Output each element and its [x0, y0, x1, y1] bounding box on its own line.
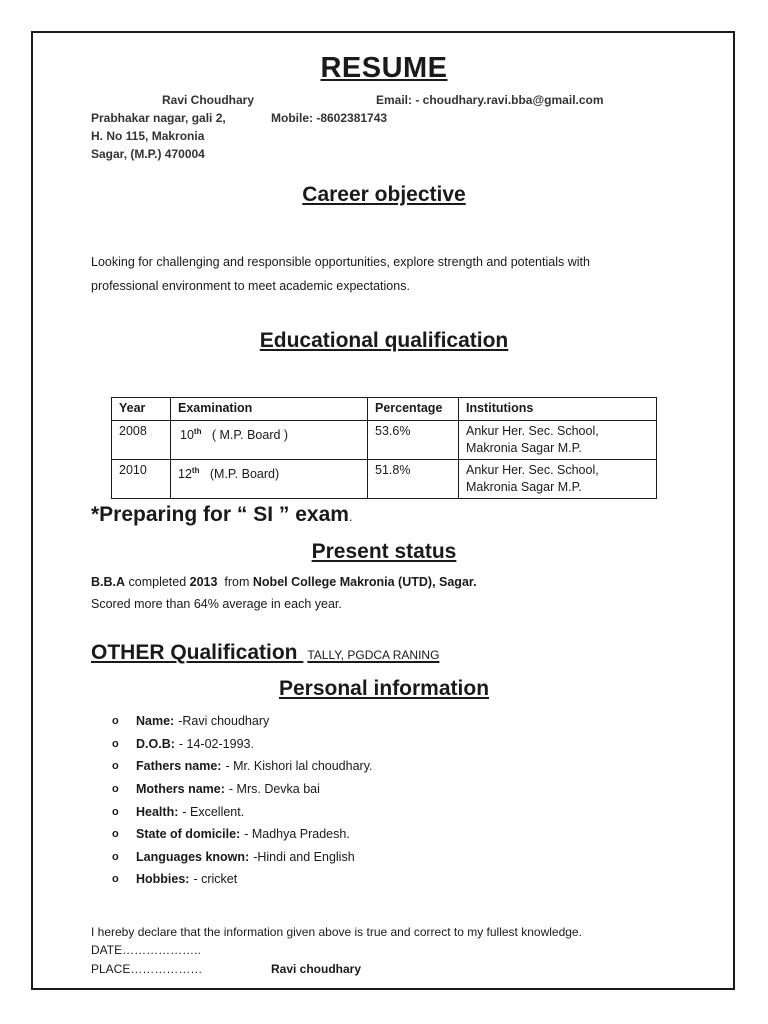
item-value: - Mrs. Devka bai — [228, 782, 320, 797]
item-label: Hobbies: — [136, 872, 190, 887]
item-label: Mothers name: — [136, 782, 225, 797]
career-objective-line-2: professional environment to meet academic expectations. — [91, 279, 410, 293]
list-item — [112, 800, 373, 823]
present-status-line-1 — [91, 575, 477, 589]
bullet-icon: o — [112, 828, 119, 841]
cell-year: 2010 — [112, 460, 171, 499]
item-value: - Madhya Pradesh. — [244, 827, 350, 842]
bullet-icon: o — [112, 737, 119, 750]
bullet-icon: o — [112, 760, 119, 773]
table-header-row — [112, 398, 657, 421]
completion-year: 2013 — [189, 575, 218, 589]
career-objective-line-1: Looking for challenging and responsible opportunities, explore strength and potentials with — [91, 255, 590, 269]
institution-line-1: Ankur Her. Sec. School, — [466, 424, 599, 438]
exam-board: ( M.P. Board ) — [201, 428, 289, 443]
list-item — [112, 778, 373, 801]
cell-year: 2008 — [112, 421, 171, 460]
exam-board: (M.P. Board) — [199, 467, 280, 482]
place-line: PLACE……………… — [91, 962, 203, 976]
personal-information-list — [112, 710, 373, 891]
present-status-heading: Present status — [311, 540, 457, 563]
column-header-year: Year — [112, 398, 171, 421]
cell-examination — [171, 421, 368, 460]
item-label: Languages known: — [136, 849, 250, 864]
list-item — [112, 733, 373, 756]
applicant-name: Ravi Choudhary — [162, 93, 255, 107]
address-line-3: Sagar, (M.P.) 470004 — [91, 147, 205, 161]
mobile-line: Mobile: -8602381743 — [271, 111, 388, 125]
page-title: RESUME — [320, 52, 448, 84]
other-qualification-value: TALLY, PGDCA RANING — [307, 648, 440, 662]
cell-percentage: 53.6% — [368, 421, 459, 460]
item-label: D.O.B: — [136, 736, 175, 751]
item-value: -Hindi and English — [253, 849, 355, 864]
declaration-text: I hereby declare that the information given above is true and correct to my fullest knowledge. — [91, 925, 582, 939]
item-value: - Mr. Kishori lal choudhary. — [225, 759, 373, 774]
preparing-text: *Preparing for “ SI ” exam — [91, 503, 349, 526]
date-line: DATE……………….. — [91, 943, 201, 957]
column-header-examination: Examination — [171, 398, 368, 421]
column-header-percentage: Percentage — [368, 398, 459, 421]
college-name: Nobel College Makronia (UTD), Sagar. — [252, 575, 477, 589]
item-label: State of domicile: — [136, 827, 241, 842]
item-label: Fathers name: — [136, 759, 222, 774]
personal-information-heading: Personal information — [278, 677, 490, 700]
table-row — [112, 460, 657, 499]
bullet-icon: o — [112, 715, 119, 728]
item-label: Health: — [136, 804, 179, 819]
cell-percentage: 51.8% — [368, 460, 459, 499]
bullet-icon: o — [112, 783, 119, 796]
item-label: Name: — [136, 714, 175, 729]
cell-institution — [459, 460, 657, 499]
exam-number: 12 — [178, 467, 192, 482]
item-value: -Ravi choudhary — [178, 714, 270, 729]
exam-number: 10 — [180, 428, 194, 443]
email-line: Email: - choudhary.ravi.bba@gmail.com — [376, 93, 604, 107]
education-heading: Educational qualification — [259, 329, 509, 352]
list-item — [112, 755, 373, 778]
from-text: from — [217, 575, 253, 589]
list-item — [112, 710, 373, 733]
institution-line-1: Ankur Her. Sec. School, — [466, 463, 599, 477]
item-value: - Excellent. — [182, 804, 245, 819]
education-table — [111, 397, 657, 499]
present-status-line-2: Scored more than 64% average in each year. — [91, 597, 342, 611]
bullet-icon: o — [112, 805, 119, 818]
item-value: - cricket — [193, 872, 238, 887]
cell-examination — [171, 460, 368, 499]
list-item — [112, 846, 373, 869]
address-line-1: Prabhakar nagar, gali 2, — [91, 111, 226, 125]
cell-institution — [459, 421, 657, 460]
list-item — [112, 823, 373, 846]
address-line-2: H. No 115, Makronia — [91, 129, 205, 143]
signature-name: Ravi choudhary — [271, 962, 362, 976]
item-value: - 14-02-1993. — [178, 736, 254, 751]
institution-line-2: Makronia Sagar M.P. — [466, 441, 582, 455]
career-objective-heading: Career objective — [302, 183, 466, 206]
other-qualification — [91, 641, 439, 665]
degree: B.B.A — [91, 575, 126, 589]
preparing-period: . — [348, 509, 353, 524]
institution-line-2: Makronia Sagar M.P. — [466, 480, 582, 494]
list-item — [112, 868, 373, 891]
completed-text: completed — [125, 575, 190, 589]
column-header-institutions: Institutions — [459, 398, 657, 421]
bullet-icon: o — [112, 873, 119, 886]
table-row — [112, 421, 657, 460]
exam-suffix: th — [191, 466, 200, 475]
exam-suffix: th — [193, 427, 202, 436]
other-qualification-heading: OTHER Qualification — [91, 641, 304, 664]
bullet-icon: o — [112, 850, 119, 863]
preparing-note — [91, 503, 353, 527]
